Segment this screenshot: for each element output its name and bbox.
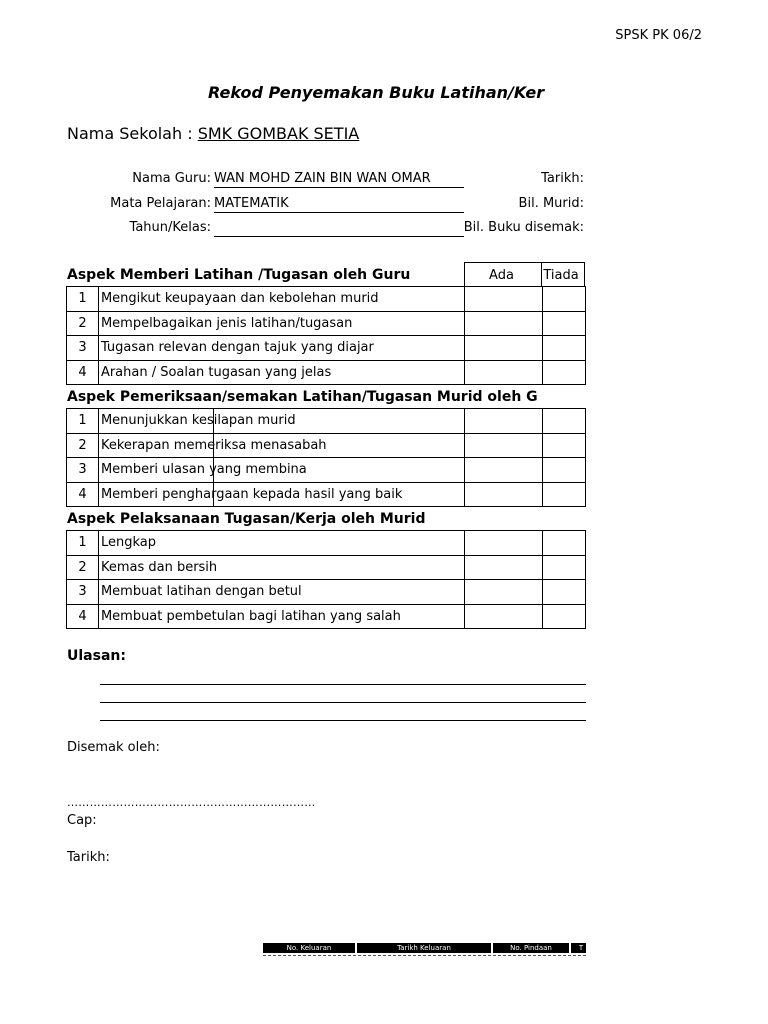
ada-cell[interactable] <box>465 409 543 434</box>
header-box <box>464 262 585 286</box>
row-number: 3 <box>67 580 99 605</box>
tiada-cell[interactable] <box>543 555 586 580</box>
table-row <box>67 409 586 434</box>
row-number: 1 <box>67 531 99 556</box>
ada-cell[interactable] <box>465 580 543 605</box>
table-row <box>67 336 586 361</box>
teacher-name: WAN MOHD ZAIN BIN WAN OMAR <box>214 171 464 188</box>
ada-cell[interactable] <box>465 482 543 507</box>
document-control-strip <box>263 943 586 953</box>
row-criterion: Membuat pembetulan bagi latihan yang salah <box>98 604 464 629</box>
row-number: 4 <box>67 360 99 385</box>
row-criterion: Kekerapan memeriksa menasabah <box>98 433 464 458</box>
tiada-cell[interactable] <box>543 580 586 605</box>
amendment-no-header: No. Pindaan <box>493 943 569 953</box>
table-row <box>67 433 586 458</box>
section-3-title: Aspek Pelaksanaan Tugasan/Kerja oleh Murid <box>67 511 426 527</box>
teacher-label: Nama Guru: <box>132 171 211 186</box>
row-criterion: Kemas dan bersih <box>98 555 464 580</box>
ada-cell[interactable] <box>465 360 543 385</box>
issue-date-header: Tarikh Keluaran <box>357 943 491 953</box>
tiada-cell[interactable] <box>543 531 586 556</box>
subject-label: Mata Pelajaran: <box>110 196 211 211</box>
ada-cell[interactable] <box>465 311 543 336</box>
tiada-cell[interactable] <box>543 311 586 336</box>
year-class-label: Tahun/Kelas: <box>129 220 211 235</box>
school-name: SMK GOMBAK SETIA <box>197 124 360 143</box>
section-2-table <box>66 408 586 507</box>
ada-cell[interactable] <box>465 531 543 556</box>
form-code: SPSK PK 06/2 <box>615 28 702 43</box>
page-title: Rekod Penyemakan Buku Latihan/Ker <box>208 83 545 102</box>
issue-no-header: No. Keluaran <box>263 943 355 953</box>
ada-cell[interactable] <box>465 336 543 361</box>
table-row <box>67 482 586 507</box>
col-tiada-header: Tiada <box>543 268 579 283</box>
col-ada-header: Ada <box>489 268 514 283</box>
row-number: 2 <box>67 555 99 580</box>
table-row <box>67 287 586 312</box>
table-row <box>67 604 586 629</box>
date-label: Tarikh: <box>541 171 584 186</box>
ada-cell[interactable] <box>465 555 543 580</box>
section-3-table <box>66 530 586 629</box>
comment-line[interactable] <box>100 684 586 685</box>
ada-cell[interactable] <box>465 433 543 458</box>
footer-value-row <box>263 955 586 956</box>
row-number: 4 <box>67 482 99 507</box>
stamp-label: Cap: <box>67 813 97 828</box>
ada-cell[interactable] <box>465 458 543 483</box>
ada-cell[interactable] <box>465 287 543 312</box>
row-criterion: Lengkap <box>98 531 464 556</box>
comment-line[interactable] <box>100 702 586 703</box>
section-2-title: Aspek Pemeriksaan/semakan Latihan/Tugasan Murid oleh G <box>67 389 538 405</box>
row-criterion: Mengikut keupayaan dan kebolehan murid <box>98 287 464 312</box>
tiada-cell[interactable] <box>543 360 586 385</box>
table-row <box>67 311 586 336</box>
row-criterion: Mempelbagaikan jenis latihan/tugasan <box>98 311 464 336</box>
stray-gridline <box>213 408 214 506</box>
header-divider <box>541 262 542 286</box>
section-1-table <box>66 286 586 385</box>
tiada-cell[interactable] <box>543 604 586 629</box>
row-number: 4 <box>67 604 99 629</box>
tiada-cell[interactable] <box>543 458 586 483</box>
row-criterion: Memberi penghargaan kepada hasil yang baik <box>98 482 464 507</box>
row-number: 2 <box>67 311 99 336</box>
row-criterion: Menunjukkan kesilapan murid <box>98 409 464 434</box>
tiada-cell[interactable] <box>543 433 586 458</box>
checklist-area <box>66 0 586 1024</box>
row-criterion: Membuat latihan dengan betul <box>98 580 464 605</box>
subject-value: MATEMATIK <box>214 196 464 213</box>
table-row <box>67 580 586 605</box>
table-row <box>67 458 586 483</box>
comments-label: Ulasan: <box>67 648 126 664</box>
tiada-cell[interactable] <box>543 482 586 507</box>
tiada-cell[interactable] <box>543 336 586 361</box>
signature-line: ………………………………………………………… <box>67 796 316 809</box>
row-number: 2 <box>67 433 99 458</box>
table-row <box>67 531 586 556</box>
table-row <box>67 555 586 580</box>
row-number: 3 <box>67 336 99 361</box>
comment-line[interactable] <box>100 720 586 721</box>
row-number: 1 <box>67 409 99 434</box>
row-criterion: Arahan / Soalan tugasan yang jelas <box>98 360 464 385</box>
sign-date-label: Tarikh: <box>67 850 110 865</box>
school-label: Nama Sekolah : <box>67 124 198 143</box>
student-count-label: Bil. Murid: <box>518 196 584 211</box>
section-1-title: Aspek Memberi Latihan /Tugasan oleh Guru <box>67 267 411 283</box>
row-number: 1 <box>67 287 99 312</box>
truncated-header: T <box>571 943 586 953</box>
tiada-cell[interactable] <box>543 287 586 312</box>
checked-by-label: Disemak oleh: <box>67 740 160 755</box>
books-checked-label: Bil. Buku disemak: <box>463 220 584 235</box>
table-row <box>67 360 586 385</box>
row-criterion: Memberi ulasan yang membina <box>98 458 464 483</box>
ada-cell[interactable] <box>465 604 543 629</box>
row-criterion: Tugasan relevan dengan tajuk yang diajar <box>98 336 464 361</box>
row-number: 3 <box>67 458 99 483</box>
tiada-cell[interactable] <box>543 409 586 434</box>
